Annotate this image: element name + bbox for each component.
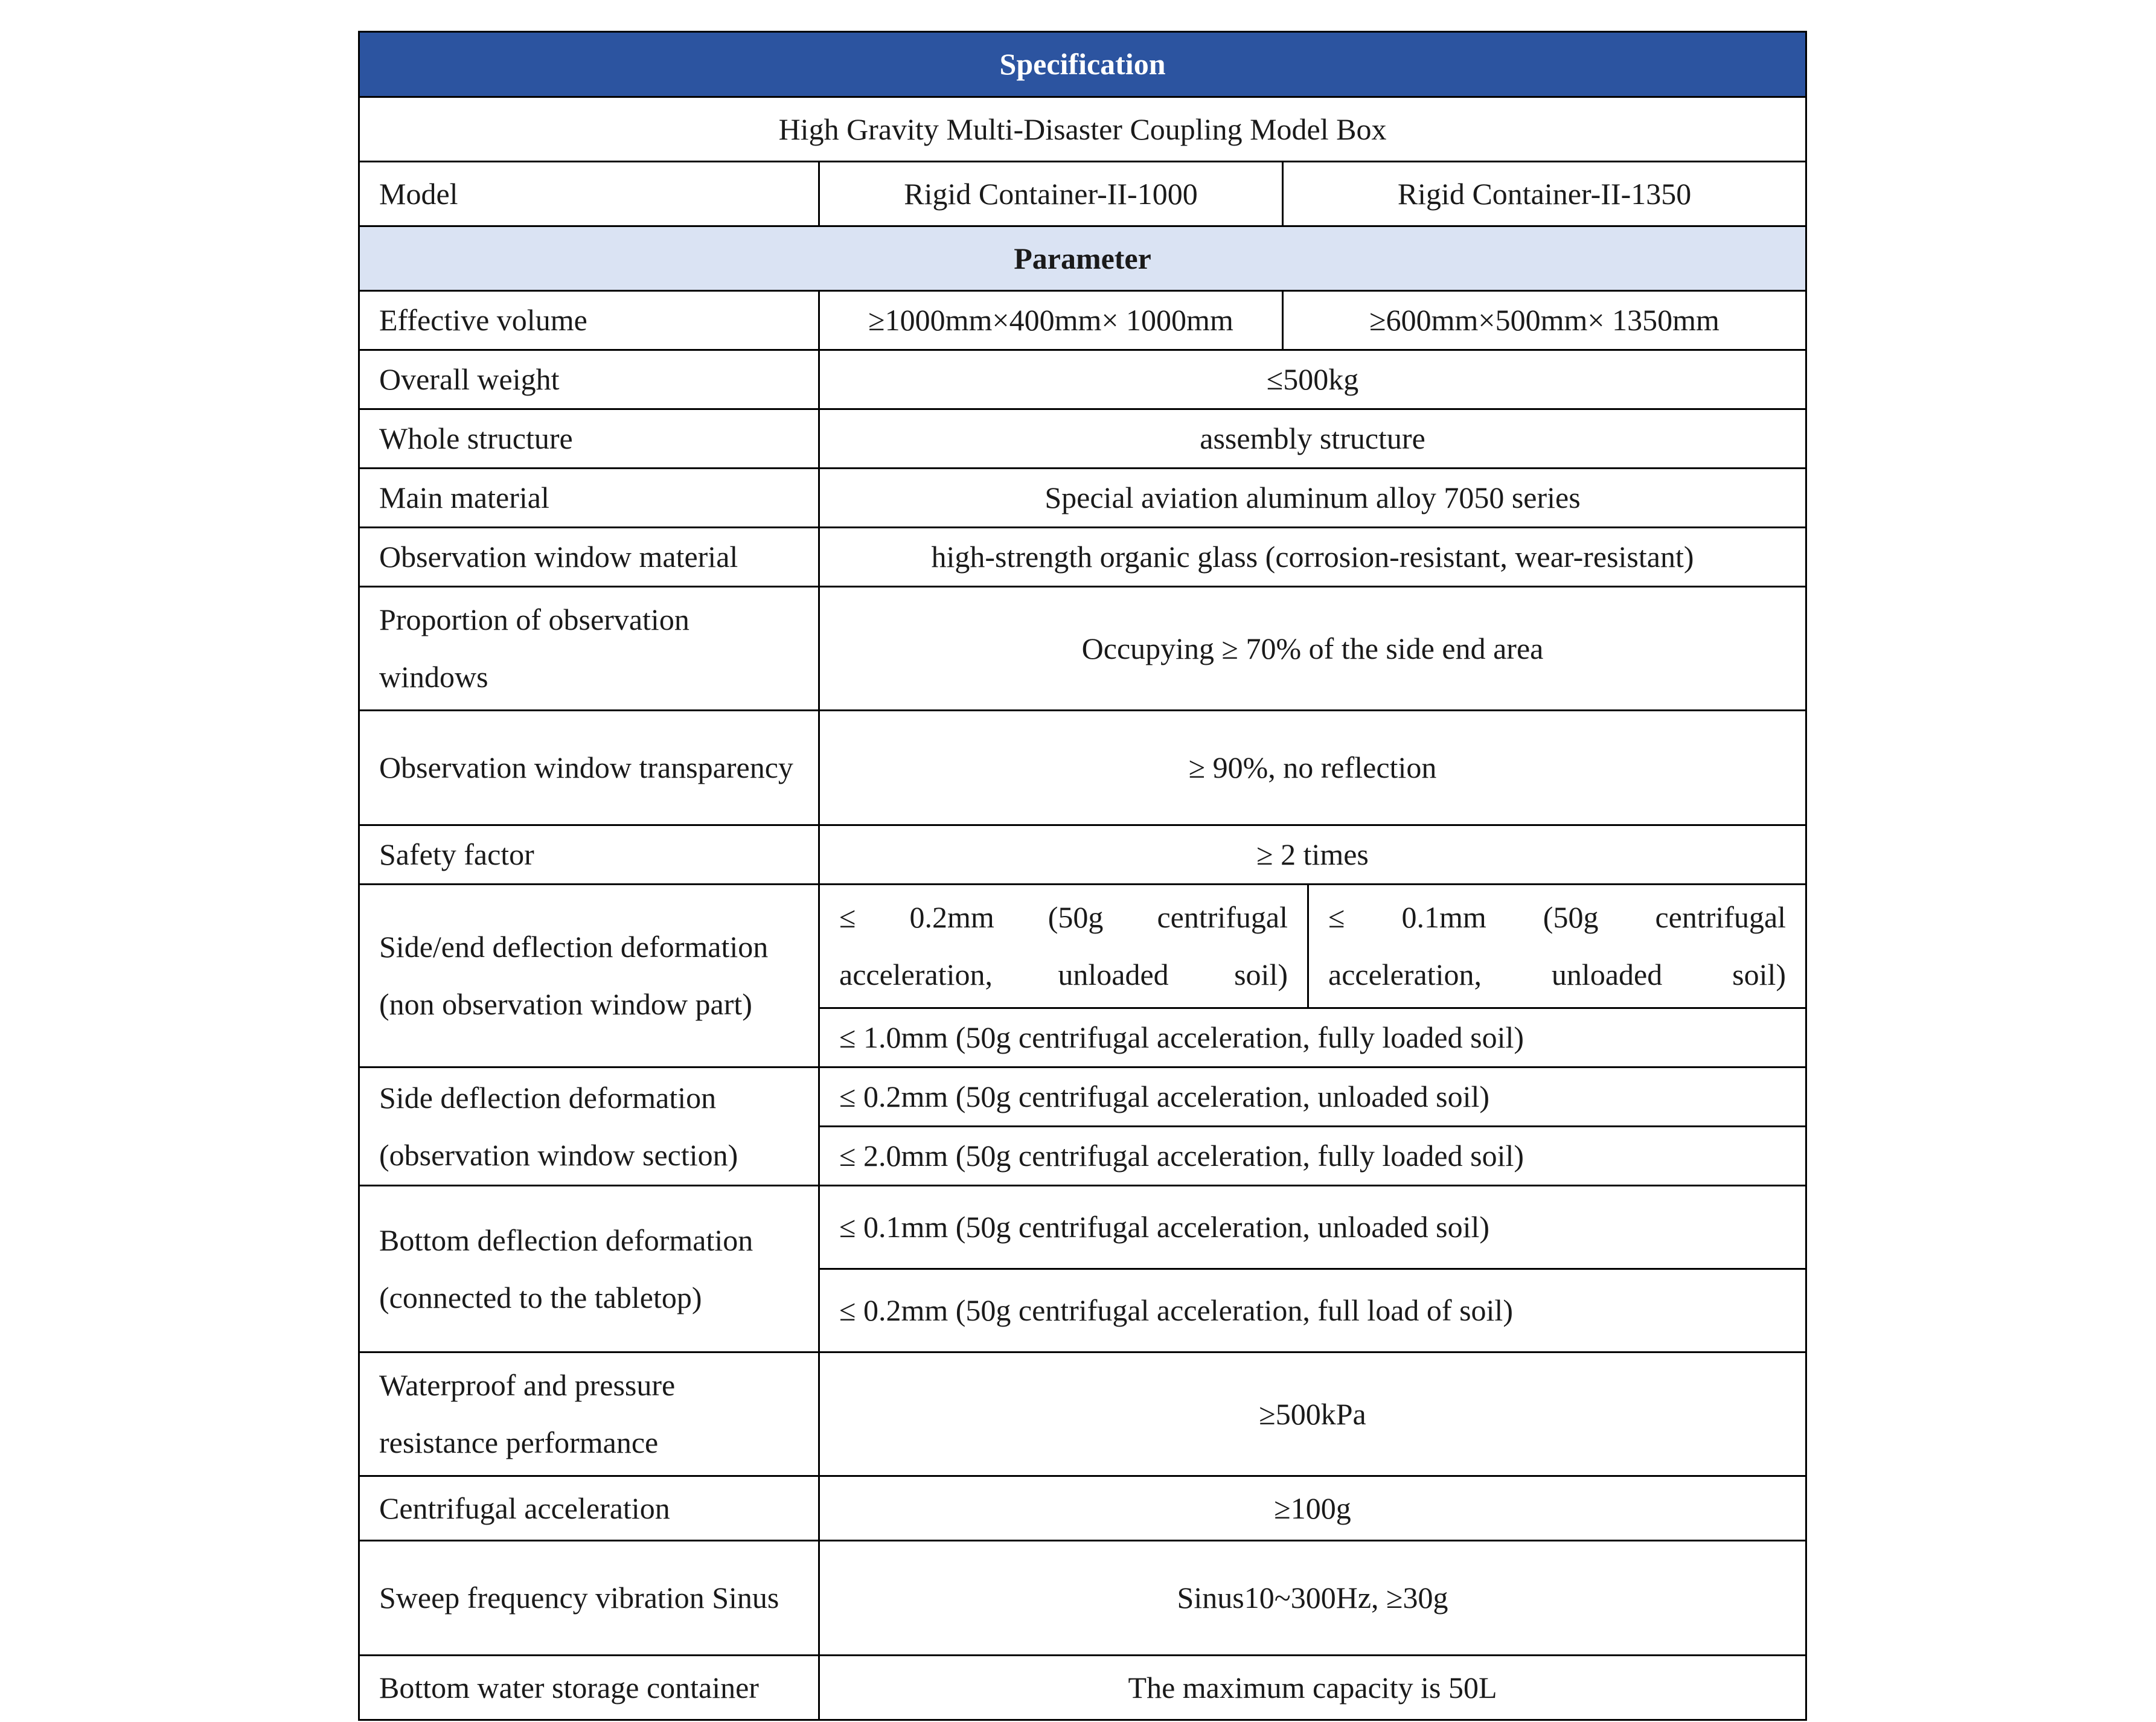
row-label: Side deflection deformation (observation window section): [359, 1067, 819, 1186]
table-row: [359, 711, 1806, 825]
row-label: Observation window transparency: [359, 711, 819, 825]
row-value: assembly structure: [819, 409, 1806, 469]
side-end-deflection-unloaded-1000: ≤ 0.2mm (50g centrifugal acceleration, unloaded soil): [819, 885, 1308, 1008]
side-deflection-loaded: ≤ 2.0mm (50g centrifugal acceleration, fully loaded soil): [819, 1127, 1806, 1186]
row-label: Bottom water storage container: [359, 1656, 819, 1720]
effective-volume-1000: ≥1000mm×400mm× 1000mm: [819, 291, 1283, 350]
model-1350: Rigid Container-II-1350: [1283, 162, 1806, 226]
row-value: Special aviation aluminum alloy 7050 series: [819, 469, 1806, 528]
row-label: Sweep frequency vibration Sinus: [359, 1541, 819, 1656]
side-end-deflection-unloaded-1350: ≤ 0.1mm (50g centrifugal acceleration, unloaded soil): [1308, 885, 1806, 1008]
row-label: Overall weight: [359, 350, 819, 409]
row-value: ≥ 2 times: [819, 825, 1806, 885]
table-row: [359, 587, 1806, 711]
table-row: [359, 469, 1806, 528]
row-value: high-strength organic glass (corrosion-resistant, wear-resistant): [819, 528, 1806, 587]
model-label: Model: [359, 162, 819, 226]
table-row: [359, 528, 1806, 587]
row-label: Effective volume: [359, 291, 819, 350]
row-value: ≥500kPa: [819, 1352, 1806, 1476]
row-value: ≥100g: [819, 1476, 1806, 1541]
bottom-deflection-unloaded: ≤ 0.1mm (50g centrifugal acceleration, unloaded soil): [819, 1186, 1806, 1269]
model-row: [359, 162, 1806, 226]
row-label: Bottom deflection deformation (connected to the tabletop): [359, 1186, 819, 1352]
table-row: [359, 825, 1806, 885]
table-row: [359, 409, 1806, 469]
product-row: [359, 97, 1806, 162]
row-value: The maximum capacity is 50L: [819, 1656, 1806, 1720]
row-label: Side/end deflection deformation (non observation window part): [359, 885, 819, 1067]
table-title: Specification: [359, 32, 1806, 97]
row-label: Whole structure: [359, 409, 819, 469]
row-label: Centrifugal acceleration: [359, 1476, 819, 1541]
table-row: [359, 1186, 1806, 1269]
bottom-deflection-loaded: ≤ 0.2mm (50g centrifugal acceleration, full load of soil): [819, 1269, 1806, 1352]
product-name: High Gravity Multi-Disaster Coupling Model Box: [359, 97, 1806, 162]
table-row: [359, 1352, 1806, 1476]
row-value: Sinus10~300Hz, ≥30g: [819, 1541, 1806, 1656]
row-label: Waterproof and pressure resistance performance: [359, 1352, 819, 1476]
parameter-heading: Parameter: [359, 226, 1806, 291]
table-row: [359, 291, 1806, 350]
effective-volume-1350: ≥600mm×500mm× 1350mm: [1283, 291, 1806, 350]
row-label: Main material: [359, 469, 819, 528]
row-label: Safety factor: [359, 825, 819, 885]
row-label: Observation window material: [359, 528, 819, 587]
row-value: ≥ 90%, no reflection: [819, 711, 1806, 825]
table-row: [359, 1541, 1806, 1656]
table-row: [359, 1476, 1806, 1541]
table-row: [359, 1656, 1806, 1720]
title-row: [359, 32, 1806, 97]
side-deflection-unloaded: ≤ 0.2mm (50g centrifugal acceleration, unloaded soil): [819, 1067, 1806, 1127]
row-label: Proportion of observation windows: [359, 587, 819, 711]
model-1000: Rigid Container-II-1000: [819, 162, 1283, 226]
parameter-row: [359, 226, 1806, 291]
table-row: [359, 1067, 1806, 1127]
table-row: [359, 885, 1806, 1008]
row-value: ≤500kg: [819, 350, 1806, 409]
table-row: [359, 350, 1806, 409]
side-end-deflection-loaded: ≤ 1.0mm (50g centrifugal acceleration, fully loaded soil): [819, 1008, 1806, 1067]
row-value: Occupying ≥ 70% of the side end area: [819, 587, 1806, 711]
specification-table: [358, 31, 1807, 1721]
